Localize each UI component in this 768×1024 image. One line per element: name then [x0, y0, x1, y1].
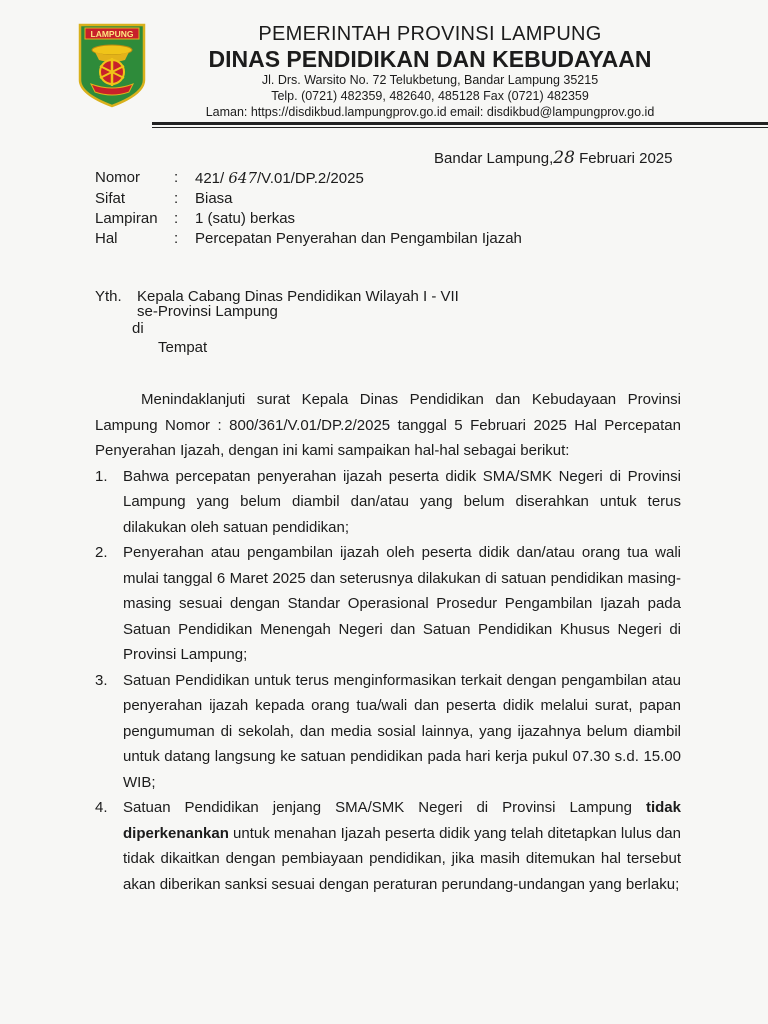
- lampiran-colon: :: [174, 210, 179, 227]
- list-item: [95, 668, 681, 796]
- recipient-place: Tempat: [158, 339, 208, 356]
- date-place: Bandar Lampung,: [434, 150, 554, 167]
- letter-meta: [95, 168, 522, 249]
- sifat-colon: :: [174, 190, 179, 207]
- meta-hal-row: [95, 229, 522, 249]
- recipient-di: di: [132, 320, 144, 337]
- list-item-text-before: Satuan Pendidikan jenjang SMA/SMK Negeri di Provinsi Lampung: [123, 799, 646, 816]
- list-item: [95, 464, 681, 541]
- agency-name: DINAS PENDIDIKAN DAN KEBUDAYAAN: [208, 46, 652, 72]
- meta-lampiran-row: [95, 209, 522, 229]
- list-item-text-bold: tidak diperkenankan: [123, 799, 681, 842]
- recipient-salutation: Yth.: [95, 288, 122, 305]
- agency-website-email: Laman: https://disdikbud.lampungprov.go.id email: disdikbud@lampungprov.go.id: [205, 105, 655, 119]
- list-item-number: 1.: [95, 467, 108, 485]
- nomor-value: [195, 168, 522, 189]
- date-day-handwritten: 28: [553, 148, 575, 168]
- nomor-prefix: 421/: [195, 170, 225, 187]
- agency-phone: Telp. (0721) 482359, 482640, 485128 Fax (0721) 482359: [271, 89, 589, 103]
- list-item-number: 4.: [95, 799, 108, 816]
- list-item-number: 3.: [95, 671, 108, 689]
- hal-label: Hal: [95, 230, 118, 247]
- meta-sifat-row: [95, 189, 522, 209]
- lampiran-value: 1 (satu) berkas: [195, 210, 296, 227]
- agency-address: Jl. Drs. Warsito No. 72 Telukbetung, Bandar Lampung 35215: [261, 73, 599, 87]
- sifat-label: Sifat: [95, 190, 126, 207]
- hal-value: Percepatan Penyerahan dan Pengambilan Ijazah: [195, 230, 522, 247]
- nomor-suffix: /V.01/DP.2/2025: [257, 170, 364, 187]
- nomor-colon: :: [174, 169, 179, 186]
- meta-nomor-row: [95, 168, 522, 189]
- list-item-text: Satuan Pendidikan untuk terus menginformasikan terkait dengan pengambilan atau penyerahan ijazah kepada orang tua/wali dan peserta didik melalui surat, papan pengumuman di sekolah, dan media sosial lainnya, yang ijazahnya belum diambil untuk datang langsung ke satuan pendidikan pada hari kerja pukul 07.30 s.d. 15.00 WIB;: [123, 671, 681, 791]
- logo-text: LAMPUNG: [90, 29, 134, 39]
- list-item-text: Bahwa percepatan penyerahan ijazah peserta didik SMA/SMK Negeri di Provinsi Lampung yang belum diambil dan/atau yang belum diserahkan untuk terus dilakukan oleh satuan pendidikan;: [123, 467, 681, 536]
- list-item-number: 2.: [95, 544, 108, 561]
- letter-date: [434, 148, 672, 169]
- list-item-text-after: untuk menahan Ijazah peserta didik yang telah ditetapkan lulus dan tidak dikaitkan dengan pembiayaan pendidikan, jika masih ditemukan hal tersebut akan diberikan sanksi sesuai dengan peraturan perundang-undangan yang berlaku;: [123, 824, 681, 893]
- letterhead: [170, 22, 690, 120]
- lampung-crest-logo: [77, 22, 147, 108]
- list-item: [95, 795, 681, 897]
- sifat-value: Biasa: [195, 190, 233, 207]
- nomor-handwritten: 647: [228, 169, 258, 187]
- nomor-label: Nomor: [95, 169, 141, 186]
- letter-body: [95, 387, 681, 897]
- letterhead-rule-thin: [152, 127, 768, 128]
- letterhead-rule-thick: [152, 122, 768, 125]
- recipient-title: Kepala Cabang Dinas Pendidikan Wilayah I - VII: [137, 288, 459, 305]
- points-list: [95, 464, 681, 898]
- government-name: PEMERINTAH PROVINSI LAMPUNG: [258, 23, 602, 45]
- intro-paragraph: Menindaklanjuti surat Kepala Dinas Pendidikan dan Kebudayaan Provinsi Lampung Nomor : 800/361/V.01/DP.2/2025 tanggal 5 Februari 2025 Hal Percepatan Penyerahan Ijazah, dengan ini kami sampaikan hal-hal sebagai berikut:: [95, 391, 681, 459]
- recipient-region: se-Provinsi Lampung: [137, 303, 278, 320]
- lampiran-label: Lampiran: [95, 210, 158, 227]
- list-item: [95, 540, 681, 668]
- hal-colon: :: [174, 230, 179, 247]
- list-item-text: Penyerahan atau pengambilan ijazah oleh peserta didik dan/atau orang tua wali mulai tanggal 6 Maret 2025 dan seterusnya dilakukan di satuan pendidikan masing-masing sesuai dengan Standar Operasional Prosedur Pengambilan Ijazah pada Satuan Pendidikan Menengah Negeri dan Satuan Pendidikan Khusus Negeri di Provinsi Lampung;: [123, 544, 681, 663]
- date-month-year: Februari 2025: [579, 150, 673, 167]
